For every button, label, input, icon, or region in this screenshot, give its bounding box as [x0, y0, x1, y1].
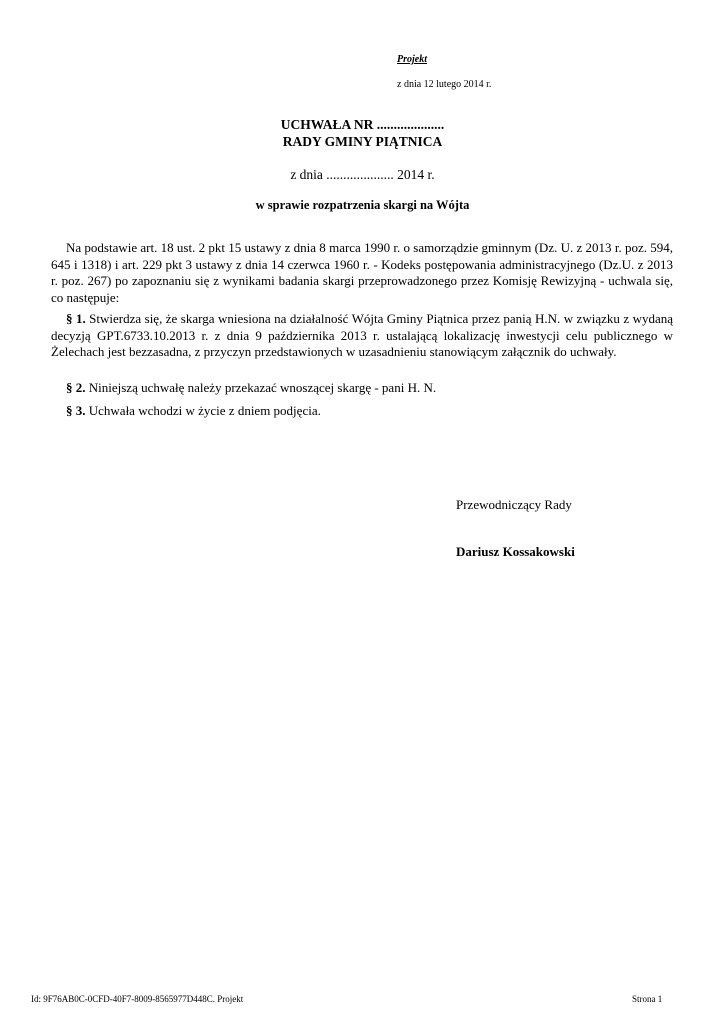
projekt-label: Projekt — [397, 54, 427, 65]
section-1-text: Stwierdza się, że skarga wniesiona na działalność Wójta Gminy Piątnica przez panią H.N. w związku z wydaną decyzją GPT.6733.10.2013 r. z dnia 9 października 2013 r. ustalającą lokalizację inwestycji celu publicznego w Żelechach jest bezzasadna, z przyczyn przedstawionych w uzasadnieniu stanowiącym załącznik do uchwały. — [51, 311, 673, 359]
page-number: Strona 1 — [632, 994, 663, 1004]
section-2-text: Niniejszą uchwałę należy przekazać wnoszącej skargę - pani H. N. — [85, 380, 437, 395]
signature-name: Dariusz Kossakowski — [456, 544, 575, 559]
section-3-mark: § 3. — [66, 403, 86, 418]
preamble-paragraph: Na podstawie art. 18 ust. 2 pkt 15 ustawy z dnia 8 marca 1990 r. o samorządzie gminnym (Dz. U. z 2013 r. poz. 594, 645 i 1318) i art. 229 pkt 3 ustawy z dnia 14 czerwca 1960 r. - Kodeks postępowania administracyjnego (Dz.U. z 2013 r. poz. 267) po zapoznaniu się z wynikami badania skargi przeprowadzonego przez Komisję Rewizyjną - uchwala się, co następuje: — [51, 240, 673, 305]
draft-date: z dnia 12 lutego 2014 r. — [397, 79, 492, 90]
section-3-text: Uchwała wchodzi w życie z dniem podjęcia. — [85, 403, 321, 418]
resolution-date: z dnia .................... 2014 r. — [290, 167, 435, 182]
council-name: RADY GMINY PIĄTNICA — [282, 134, 443, 149]
section-2 — [51, 380, 673, 397]
signature-role: Przewodniczący Rady — [456, 497, 572, 512]
section-2-mark: § 2. — [66, 380, 86, 395]
section-1 — [51, 311, 673, 361]
section-1-mark: § 1. — [66, 311, 86, 326]
resolution-number: UCHWAŁA NR .................... — [280, 117, 445, 132]
document-id: Id: 9F76AB0C-0CFD-40F7-8009-8565977D448C. Projekt — [31, 994, 244, 1004]
section-3 — [51, 403, 673, 420]
resolution-subject: w sprawie rozpatrzenia skargi na Wójta — [255, 198, 470, 212]
